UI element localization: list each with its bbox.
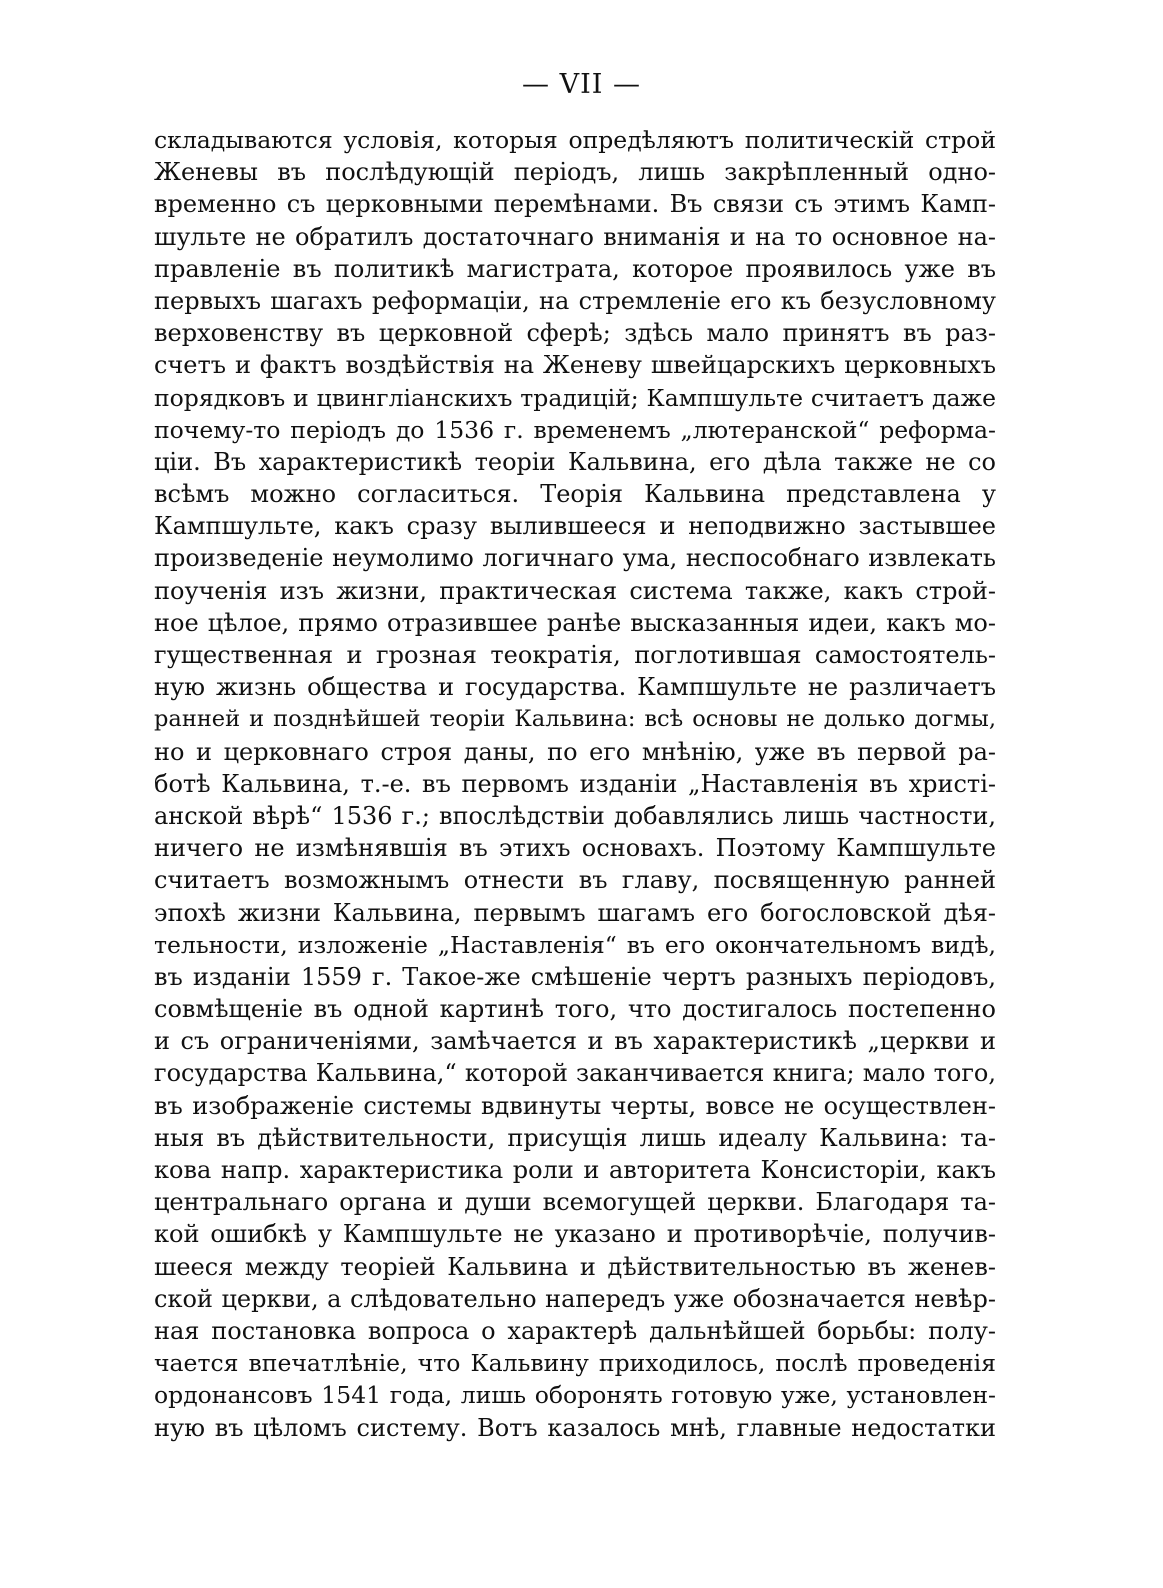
text-line: ное цѣлое, прямо отразившее ранѣе высказанныя идеи, какъ мо- [154, 608, 996, 637]
text-line: считаетъ возможнымъ отнести въ главу, посвященную ранней [154, 866, 996, 895]
body-text [154, 124, 996, 1444]
text-line: Женевы въ послѣдующій періодъ, лишь закрѣпленный одно- [154, 158, 996, 187]
text-line: складываются условія, которыя опредѣляютъ политическій строй [154, 126, 996, 154]
text-line: въ изображеніе системы вдвинуты черты, вовсе не осуществлен- [154, 1091, 996, 1120]
text-line: анской вѣрѣ“ 1536 г.; впослѣдствіи добавлялись лишь частности, [154, 801, 996, 830]
text-line: поученія изъ жизни, практическая система также, какъ строй- [154, 576, 996, 605]
text-line: произведеніе неумолимо логичнаго ума, неспособнаго извлекать [154, 544, 996, 573]
text-line: въ изданіи 1559 г. Такое-же смѣшеніе чертъ разныхъ періодовъ, [154, 962, 996, 991]
text-line: ную жизнь общества и государства. Кампшульте не различаетъ [154, 673, 996, 702]
text-line: ную въ цѣломъ систему. Вотъ казалось мнѣ, главные недостатки [154, 1413, 996, 1442]
text-line: кой ошибкѣ у Кампшульте не указано и противорѣчіе, получив- [154, 1220, 996, 1249]
text-line: ціи. Въ характеристикѣ теоріи Кальвина, его дѣла также не со [154, 447, 996, 476]
text-line: ранней и позднѣйшей теоріи Кальвина: всѣ основы не долько догмы, [154, 706, 996, 733]
text-line: ордонансовъ 1541 года, лишь оборонять готовую уже, установлен- [154, 1381, 996, 1410]
text-line: ничего не измѣнявшія въ этихъ основахъ. Поэтому Кампшульте [154, 834, 996, 863]
text-line: гущественная и грозная теократія, поглотившая самостоятель- [154, 641, 996, 669]
text-line: верховенству въ церковной сферѣ; здѣсь мало принятъ въ раз- [154, 319, 996, 348]
text-line: и съ ограниченіями, замѣчается и въ характеристикѣ „церкви и [154, 1027, 996, 1056]
page-number: — VII — [522, 69, 641, 100]
text-line: порядковъ и цвингліанскихъ традицій; Кампшульте считаетъ даже [154, 383, 996, 412]
text-line: первыхъ шагахъ реформаціи, на стремленіе его къ безусловному [154, 286, 996, 315]
text-line: ботѣ Кальвина, т.-е. въ первомъ изданіи „Наставленія въ христі- [154, 769, 996, 798]
text-line: кова напр. характеристика роли и авторитета Консисторіи, какъ [154, 1156, 996, 1184]
text-line: временно съ церковными перемѣнами. Въ связи съ этимъ Камп- [154, 190, 996, 219]
text-line: правленіе въ политикѣ магистрата, которое проявилось уже въ [154, 254, 996, 283]
text-line: чается впечатлѣніе, что Кальвину приходилось, послѣ проведенія [154, 1349, 996, 1378]
text-line: шееся между теоріей Кальвина и дѣйствительностью въ женев- [154, 1252, 996, 1281]
text-line: государства Кальвина,“ которой заканчивается книга; мало того, [154, 1059, 996, 1088]
text-line: шульте не обратилъ достаточнаго вниманія и на то основное на- [154, 222, 996, 251]
text-line: центральнаго органа и души всемогущей церкви. Благодаря та- [154, 1188, 996, 1217]
text-line: всѣмъ можно согласиться. Теорія Кальвина представлена у [154, 480, 996, 509]
text-line: но и церковнаго строя даны, по его мнѣнію, уже въ первой ра- [154, 737, 996, 766]
text-line: счетъ и фактъ воздѣйствія на Женеву швейцарскихъ церковныхъ [154, 351, 996, 380]
text-line: ской церкви, а слѣдовательно напередъ уже обозначается невѣр- [154, 1284, 996, 1313]
text-line: тельности, изложеніе „Наставленія“ въ его окончательномъ видѣ, [154, 930, 996, 959]
text-line: эпохѣ жизни Кальвина, первымъ шагамъ его богословской дѣя- [154, 898, 996, 927]
text-line: ная постановка вопроса о характерѣ дальнѣйшей борьбы: полу- [154, 1316, 996, 1345]
text-line: почему-то періодъ до 1536 г. временемъ „лютеранской“ реформа- [154, 415, 996, 444]
text-line: Кампшульте, какъ сразу вылившееся и неподвижно застывшее [154, 512, 996, 541]
text-line: совмѣщеніе въ одной картинѣ того, что достигалось постепенно [154, 995, 996, 1024]
text-line: ныя въ дѣйствительности, присущія лишь идеалу Кальвина: та- [154, 1123, 996, 1152]
